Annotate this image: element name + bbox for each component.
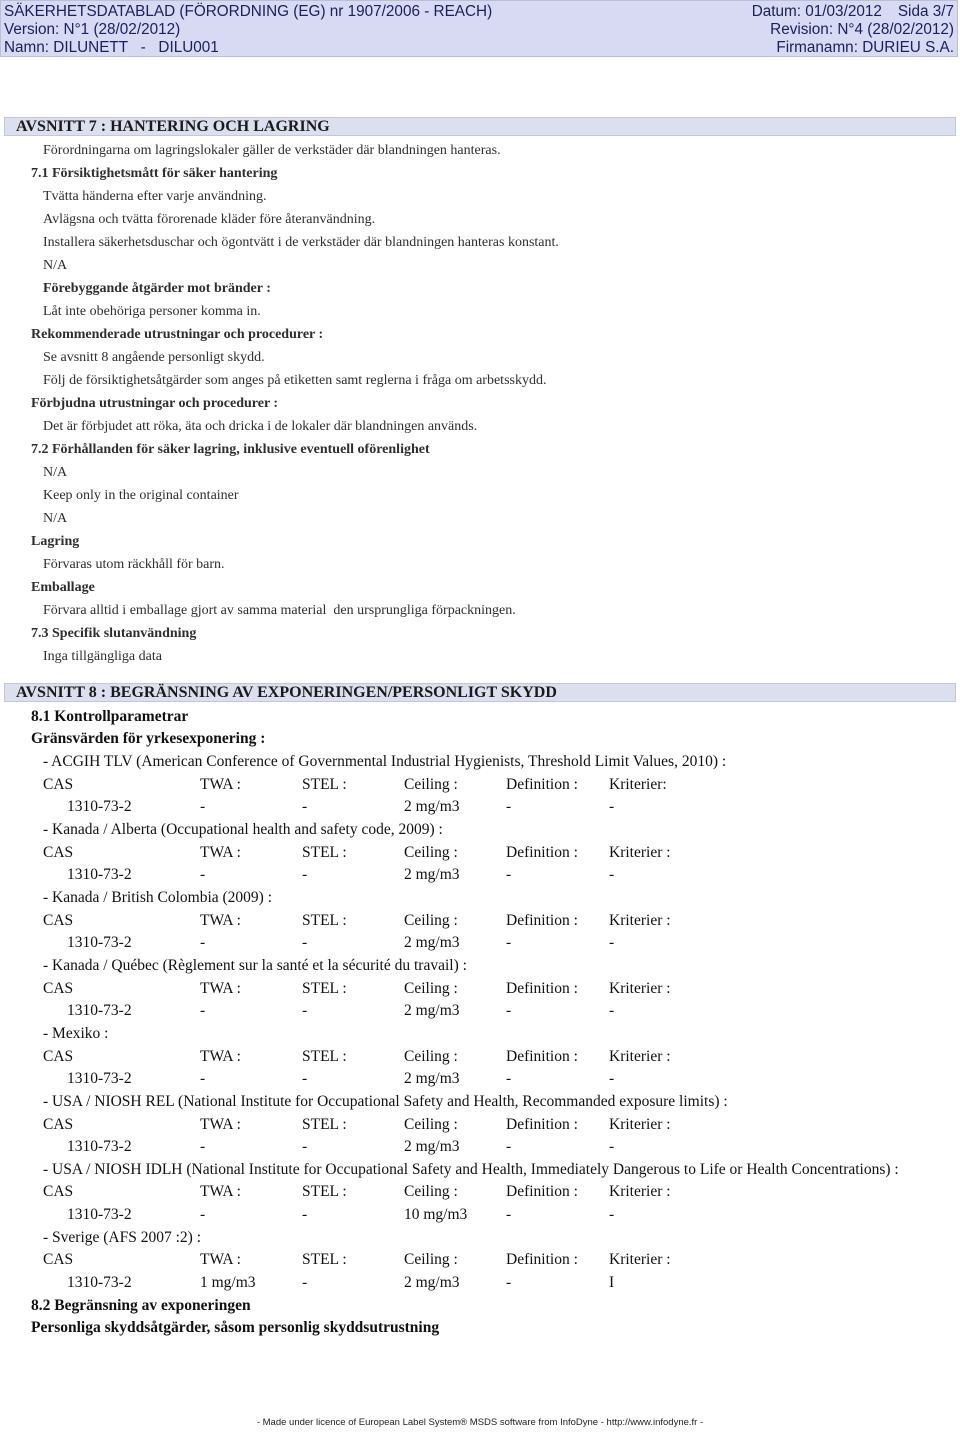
exposure-limit-value-cell: 2 mg/m3 bbox=[404, 866, 460, 884]
exposure-limit-column-header: TWA : bbox=[200, 775, 241, 793]
exposure-limit-value-cell: - bbox=[200, 1070, 206, 1088]
storage-regulation-note: Förordningarna om lagringslokaler gäller de verkstäder där blandningen hanteras. bbox=[43, 142, 501, 158]
exposure-limit-value-cell: - bbox=[609, 866, 615, 884]
exposure-limit-column-header: TWA : bbox=[200, 1251, 241, 1269]
exposure-limit-column-header: Definition : bbox=[506, 979, 578, 997]
exposure-limit-column-header: STEL : bbox=[302, 775, 347, 793]
subsection-8-1-title: 8.1 Kontrollparametrar bbox=[31, 707, 189, 725]
exposure-limit-column-header: CAS bbox=[43, 1183, 74, 1201]
exposure-limit-source: - Sverige (AFS 2007 :2) : bbox=[43, 1228, 202, 1246]
exposure-limit-column-header: STEL : bbox=[302, 979, 347, 997]
exposure-limit-source: - Kanada / Alberta (Occupational health and safety code, 2009) : bbox=[43, 820, 443, 838]
exposure-limit-column-header: Ceiling : bbox=[404, 1251, 458, 1269]
exposure-limit-column-header: Definition : bbox=[506, 1047, 578, 1065]
packaging-text: Förvara alltid i emballage gjort av samma material den ursprungliga förpackningen. bbox=[43, 602, 516, 618]
exposure-limit-value-cell: - bbox=[200, 934, 206, 952]
exposure-limit-header-row bbox=[0, 1249, 960, 1272]
exposure-limit-value-cell: - bbox=[302, 1138, 308, 1156]
exposure-limit-value-row bbox=[0, 932, 960, 955]
exposure-limit-value-row bbox=[0, 1068, 960, 1091]
exposure-limit-value-cell: 2 mg/m3 bbox=[404, 1002, 460, 1020]
exposure-limit-table bbox=[0, 1091, 960, 1159]
section-7-title-bar: AVSNITT 7 : HANTERING OCH LAGRING bbox=[4, 117, 956, 136]
fire-prevention-heading: Förebyggande åtgärder mot bränder : bbox=[43, 280, 271, 296]
exposure-limit-column-header: CAS bbox=[43, 911, 74, 929]
recommended-equipment-text: Följ de försiktighetsåtgärder som anges på etiketten samt reglerna i fråga om arbetsskydd. bbox=[43, 372, 547, 388]
exposure-limit-column-header: Kriterier : bbox=[609, 1115, 671, 1133]
exposure-limit-value-cell: 1310-73-2 bbox=[67, 934, 132, 952]
exposure-limit-table bbox=[0, 955, 960, 1023]
document-version: Version: N°1 (28/02/2012) bbox=[4, 21, 181, 38]
product-name: Namn: DILUNETT - DILU001 bbox=[4, 39, 219, 56]
exposure-limit-column-header: CAS bbox=[43, 775, 74, 793]
recommended-equipment-heading: Rekommenderade utrustningar och procedurer : bbox=[31, 326, 324, 342]
exposure-limit-column-header: Ceiling : bbox=[404, 911, 458, 929]
exposure-limit-value-cell: - bbox=[506, 798, 512, 816]
exposure-limit-source: - Mexiko : bbox=[43, 1024, 109, 1042]
exposure-limit-column-header: Definition : bbox=[506, 1115, 578, 1133]
exposure-limit-header-row bbox=[0, 910, 960, 933]
exposure-limit-value-cell: 1310-73-2 bbox=[67, 798, 132, 816]
exposure-limit-value-cell: - bbox=[200, 1138, 206, 1156]
exposure-limit-value-cell: - bbox=[609, 1070, 615, 1088]
exposure-limit-value-cell: - bbox=[609, 934, 615, 952]
exposure-limit-value-cell: - bbox=[302, 798, 308, 816]
exposure-limit-column-header: Definition : bbox=[506, 1251, 578, 1269]
exposure-limit-value-cell: - bbox=[200, 866, 206, 884]
exposure-limit-column-header: Ceiling : bbox=[404, 1115, 458, 1133]
subsection-8-2-title: 8.2 Begränsning av exponeringen bbox=[31, 1296, 251, 1314]
packaging-heading: Emballage bbox=[31, 579, 95, 595]
handling-instruction: Avlägsna och tvätta förorenade kläder före återanvändning. bbox=[43, 211, 376, 227]
exposure-limit-value-cell: - bbox=[302, 934, 308, 952]
exposure-limit-column-header: Ceiling : bbox=[404, 843, 458, 861]
exposure-limit-column-header: TWA : bbox=[200, 1047, 241, 1065]
exposure-limit-header-row bbox=[0, 774, 960, 797]
exposure-limit-value-cell: - bbox=[200, 1002, 206, 1020]
exposure-limit-column-header: TWA : bbox=[200, 979, 241, 997]
exposure-limit-source: - USA / NIOSH IDLH (National Institute for Occupational Safety and Health, Immediately Dangerous to Life or Health Concentrations) : bbox=[43, 1160, 899, 1178]
exposure-limit-value-cell: - bbox=[506, 1070, 512, 1088]
subsection-7-2-title: 7.2 Förhållanden för säker lagring, inklusive eventuell oförenlighet bbox=[31, 441, 430, 457]
exposure-limit-table bbox=[0, 1023, 960, 1091]
exposure-limit-column-header: Kriterier : bbox=[609, 911, 671, 929]
occupational-limits-heading: Gränsvärden för yrkesexponering : bbox=[31, 730, 266, 748]
exposure-limit-value-cell: - bbox=[609, 798, 615, 816]
exposure-limit-value-cell: - bbox=[506, 866, 512, 884]
exposure-limit-value-row bbox=[0, 1136, 960, 1159]
document-revision: Revision: N°4 (28/02/2012) bbox=[770, 21, 954, 38]
header-row-name bbox=[4, 39, 954, 57]
date-and-page bbox=[752, 3, 954, 21]
exposure-limit-value-cell: 1310-73-2 bbox=[67, 1206, 132, 1224]
exposure-limit-column-header: STEL : bbox=[302, 843, 347, 861]
fire-prevention-text: Låt inte obehöriga personer komma in. bbox=[43, 303, 261, 319]
exposure-limit-column-header: TWA : bbox=[200, 1115, 241, 1133]
storage-condition-text: N/A bbox=[43, 510, 68, 526]
exposure-limit-value-cell: - bbox=[609, 1138, 615, 1156]
exposure-limit-column-header: Kriterier : bbox=[609, 1047, 671, 1065]
exposure-limit-value-cell: 10 mg/m3 bbox=[404, 1206, 468, 1224]
page-number: Sida 3/7 bbox=[897, 3, 954, 20]
exposure-limit-column-header: STEL : bbox=[302, 911, 347, 929]
end-use-text: Inga tillgängliga data bbox=[43, 648, 162, 664]
exposure-limit-value-cell: I bbox=[609, 1274, 615, 1292]
exposure-limit-column-header: STEL : bbox=[302, 1115, 347, 1133]
exposure-limit-header-row bbox=[0, 1114, 960, 1137]
exposure-limit-value-cell: - bbox=[302, 1070, 308, 1088]
exposure-limit-column-header: Kriterier : bbox=[609, 843, 671, 861]
exposure-limit-column-header: CAS bbox=[43, 1115, 74, 1133]
exposure-limit-header-row bbox=[0, 978, 960, 1001]
exposure-limit-value-cell: - bbox=[609, 1206, 615, 1224]
exposure-limit-value-row bbox=[0, 1000, 960, 1023]
exposure-limit-value-cell: 1310-73-2 bbox=[67, 1070, 132, 1088]
exposure-limit-value-row bbox=[0, 1204, 960, 1227]
prohibited-equipment-text: Det är förbjudet att röka, äta och dricka i de lokaler där blandningen används. bbox=[43, 418, 478, 434]
exposure-limit-header-row bbox=[0, 1181, 960, 1204]
exposure-limit-source: - USA / NIOSH REL (National Institute for Occupational Safety and Health, Recommanded exposure limits) : bbox=[43, 1092, 728, 1110]
exposure-limit-value-cell: 2 mg/m3 bbox=[404, 798, 460, 816]
exposure-limit-column-header: Definition : bbox=[506, 775, 578, 793]
exposure-limit-column-header: STEL : bbox=[302, 1183, 347, 1201]
exposure-limit-value-cell: - bbox=[506, 934, 512, 952]
exposure-limit-source: - Kanada / British Colombia (2009) : bbox=[43, 888, 273, 906]
exposure-limit-value-row bbox=[0, 864, 960, 887]
exposure-limit-value-cell: 1310-73-2 bbox=[67, 1138, 132, 1156]
exposure-limit-value-cell: 1310-73-2 bbox=[67, 1274, 132, 1292]
exposure-limit-table bbox=[0, 1159, 960, 1227]
handling-instruction: Tvätta händerna efter varje användning. bbox=[43, 188, 267, 204]
exposure-limit-column-header: TWA : bbox=[200, 1183, 241, 1201]
exposure-limit-value-cell: 1 mg/m3 bbox=[200, 1274, 256, 1292]
company-name: Firmanamn: DURIEU S.A. bbox=[776, 39, 954, 56]
exposure-limit-header-row bbox=[0, 842, 960, 865]
subsection-7-3-title: 7.3 Specifik slutanvändning bbox=[31, 625, 197, 641]
exposure-limit-column-header: Definition : bbox=[506, 1183, 578, 1201]
exposure-limit-column-header: CAS bbox=[43, 1251, 74, 1269]
exposure-limit-table bbox=[0, 1227, 960, 1295]
exposure-limit-source: - ACGIH TLV (American Conference of Governmental Industrial Hygienists, Threshold Limit Values, 2010) : bbox=[43, 753, 727, 770]
exposure-limit-column-header: Definition : bbox=[506, 843, 578, 861]
exposure-limit-value-cell: - bbox=[506, 1002, 512, 1020]
exposure-limit-column-header: Kriterier : bbox=[609, 979, 671, 997]
exposure-limit-table bbox=[0, 751, 960, 819]
section-7-content bbox=[0, 139, 960, 668]
exposure-limit-column-header: Kriterier: bbox=[609, 775, 667, 793]
exposure-limit-value-cell: - bbox=[200, 1206, 206, 1224]
header-row-version bbox=[4, 21, 954, 39]
exposure-limit-column-header: TWA : bbox=[200, 843, 241, 861]
exposure-limit-column-header: Kriterier : bbox=[609, 1251, 671, 1269]
header-row-title bbox=[4, 3, 954, 21]
exposure-limit-value-cell: - bbox=[302, 1002, 308, 1020]
exposure-limit-column-header: Ceiling : bbox=[404, 775, 458, 793]
exposure-limit-value-cell: - bbox=[506, 1206, 512, 1224]
exposure-limit-value-cell: 1310-73-2 bbox=[67, 1002, 132, 1020]
exposure-limit-column-header: CAS bbox=[43, 843, 74, 861]
exposure-limit-value-cell: - bbox=[302, 866, 308, 884]
exposure-limit-column-header: STEL : bbox=[302, 1251, 347, 1269]
exposure-limit-value-row bbox=[0, 1272, 960, 1295]
recommended-equipment-text: Se avsnitt 8 angående personligt skydd. bbox=[43, 349, 265, 365]
exposure-limit-column-header: CAS bbox=[43, 979, 74, 997]
exposure-limits-list bbox=[0, 751, 960, 1295]
ppe-heading: Personliga skyddsåtgärder, såsom personlig skyddsutrustning bbox=[31, 1319, 440, 1337]
exposure-limit-source: - Kanada / Québec (Règlement sur la santé et la sécurité du travail) : bbox=[43, 956, 467, 974]
exposure-limit-column-header: Ceiling : bbox=[404, 979, 458, 997]
exposure-limit-value-cell: 1310-73-2 bbox=[67, 866, 132, 884]
storage-condition-text: N/A bbox=[43, 464, 68, 480]
section-8-content bbox=[0, 706, 960, 1340]
handling-instruction: N/A bbox=[43, 257, 68, 273]
exposure-limit-value-cell: - bbox=[302, 1274, 308, 1292]
exposure-limit-column-header: Definition : bbox=[506, 911, 578, 929]
prohibited-equipment-heading: Förbjudna utrustningar och procedurer : bbox=[31, 395, 279, 411]
exposure-limit-value-cell: - bbox=[609, 1002, 615, 1020]
exposure-limit-value-cell: - bbox=[302, 1206, 308, 1224]
exposure-limit-table bbox=[0, 887, 960, 955]
section-8-title-bar: AVSNITT 8 : BEGRÄNSNING AV EXPONERINGEN/PERSONLIGT SKYDD bbox=[4, 683, 956, 702]
storage-condition-text: Keep only in the original container bbox=[43, 487, 239, 503]
exposure-limit-value-cell: 2 mg/m3 bbox=[404, 1274, 460, 1292]
document-header bbox=[0, 0, 958, 57]
exposure-limit-column-header: TWA : bbox=[200, 911, 241, 929]
exposure-limit-header-row bbox=[0, 1046, 960, 1069]
exposure-limit-column-header: Ceiling : bbox=[404, 1047, 458, 1065]
exposure-limit-value-cell: - bbox=[200, 798, 206, 816]
subsection-7-1-title: 7.1 Försiktighetsmått för säker hantering bbox=[31, 165, 278, 181]
handling-instruction: Installera säkerhetsduschar och ögontvätt i de verkstäder där blandningen hanteras konstant. bbox=[43, 234, 559, 250]
storage-text: Förvaras utom räckhåll för barn. bbox=[43, 556, 225, 572]
exposure-limit-value-cell: - bbox=[506, 1274, 512, 1292]
document-title: SÄKERHETSDATABLAD (FÖRORDNING (EG) nr 1907/2006 - REACH) bbox=[4, 3, 493, 20]
exposure-limit-column-header: CAS bbox=[43, 1047, 74, 1065]
document-date: Datum: 01/03/2012 bbox=[751, 3, 882, 20]
exposure-limit-value-cell: 2 mg/m3 bbox=[404, 934, 460, 952]
exposure-limit-column-header: STEL : bbox=[302, 1047, 347, 1065]
exposure-limit-column-header: Kriterier : bbox=[609, 1183, 671, 1201]
storage-heading: Lagring bbox=[31, 533, 80, 549]
exposure-limit-value-row bbox=[0, 796, 960, 819]
exposure-limit-column-header: Ceiling : bbox=[404, 1183, 458, 1201]
exposure-limit-value-cell: 2 mg/m3 bbox=[404, 1138, 460, 1156]
exposure-limit-value-cell: - bbox=[506, 1138, 512, 1156]
exposure-limit-value-cell: 2 mg/m3 bbox=[404, 1070, 460, 1088]
exposure-limit-table bbox=[0, 819, 960, 887]
footer-licence-note: - Made under licence of European Label System® MSDS software from InfoDyne - http://www.infodyne.fr - bbox=[256, 1417, 704, 1428]
